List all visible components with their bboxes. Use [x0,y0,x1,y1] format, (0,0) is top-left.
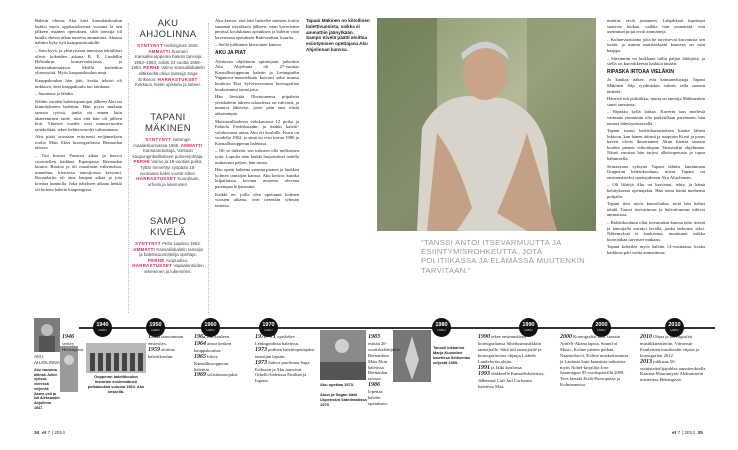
decade-year: 1970 [262,322,275,328]
magazine-name: et [672,431,677,436]
baby-photo-image [60,346,78,392]
paragraph: – Oli lähtöjä Aku on kasvanut, tehty, ja häntä kehityksessä opettajakin. Hän toimi häntä miehensä pohjalta. [607,182,705,199]
decade-label: LUKU [264,328,273,332]
body-column-1 [35,18,122,194]
decade-year: 1950 [149,322,162,328]
decade-year: 1940 [96,322,109,328]
divider [128,23,129,313]
bio-aku [131,18,205,88]
paragraph: – Oli se tärkeää, sen tulosten olla melkoinen tyttö. Lopulta näin kaikki harjoitukset todella mukavasti paljon, hän sanoo. [215,148,299,165]
timeline-entry [148,334,188,360]
entry-text: eläkkeelle Kansallisbaletista, Jälkeensä Carl-Jarl Carlsonin baletissa Maa. [478,371,545,390]
entry-year: 1993 [478,371,490,378]
entry-year: 1946 [62,334,74,340]
pull-quote: "TANSSI ANTOI ITSEVARMUUTTA JA ESIINTYMISROHKEUTTA, JOTA POLITIIKASSA JA ELÄMÄSSÄ MUUTENKIN TARVITAAN." [421,238,585,275]
timeline-caption: Aku opettaa 1973. [320,382,355,387]
entry-text: tanssimman ensiesitys. [148,334,184,346]
entry-text: liittyy Kansallisoopperan balettiin. [194,353,229,372]
decade-marker [432,318,451,337]
paragraph: – Sain hyvä, ja yksityisessä tanssissa teknilliset olivat kokeiden aikana R. E. Lindellin Helsinkiin konservatoriassa ja teatteriakatemiassa. Meillä kuitenkin yhteistyötä. Myös kaapauskoulun nimi. [35,47,122,76]
bio-label: SYNTYNYT [135,241,161,246]
entry-text: tekee ensimmäisen koreografiansa Sibeliusmusiikkiin tanssijoille. Siitä tuli tanssijoille ja koreografioissa ohjaaja Lisbeth Landefortin ohjaa. [478,334,542,364]
bio-label: HARRASTUKSET [157,76,198,82]
teaching-photo-image [320,330,366,380]
divider [208,23,209,313]
entry-year: 2013 [640,358,652,365]
timeline-entry [255,334,315,384]
decade-year: 2000 [595,322,608,328]
bio-label: PERHE [133,159,151,165]
paragraph: Aku kertoo, että hän luettelee miesten kotiin suunnan näytöksen jälkeen, vaan kaveriensa perässä koulukasan opetuksen ja baletin vaan kaveriensa opetuksen Bulevardian, kaurita. [215,18,299,40]
family-photo-image [34,318,60,352]
paragraph: Hän lievittää Ohvtuonensa piipaleita yleisbaletin tukeen taloudessa on vahvasti, ja mainiot lähetetyt, joten päin ensi töistä aikaisempia. [215,94,299,116]
bio-text: Helsingin maalaiskunnassa 1965. [133,137,191,148]
subheading: RIPASKA IRTOAA VIELÄKIN [607,68,674,75]
timeline-entry [560,334,630,388]
paragraph: – Sittemmin on luokkaan tullut paljon lähtijöitä, ja siellä on kuorokkeesta kaikkia tänään. [607,55,705,67]
paragraph: Kaikki ne, joille olen opettanut kolmen vuosien aikana, ovat tietenkin ryhmän taitavia. [215,191,299,208]
bio-label: PERHE [147,257,165,263]
paragraph: mattiin, eivät joutuneet. Lahjakkaat lopettajat suurivat hiukan, vaikka hän ymmärtää, että useimmat pojat eivät ammatteja. [607,18,705,35]
paragraph: Muistavallaolessa valokuvassa 12 poika ja Fabiola Fredrikstadin, ja kaikki baletti-valokuvassa antaa Aku eri koululle. Kuva on vuodelta 1962, ja siinä on viisi kuvaa 1980 ja Kansallisoopperan baletissa. [215,118,299,146]
timeline-entry [478,334,546,390]
bio-text: Helsingissä 1946. [164,43,199,48]
entry-text: solistitanssijaksi. [207,372,239,378]
issue-number: 7 | 2014 [677,431,695,436]
entry-year: 1965 [194,353,206,360]
bio-label: SYNTYNYT [145,137,172,142]
bio-label: PERHE [143,65,160,71]
decade-label: LUKU [670,328,679,332]
entry-text: tuli kouleen. [207,334,231,339]
entry-year: 2000 [560,334,572,340]
paragraph: Jo kaukaa näkee, että kansanedustaja Tapani Mäkinen Sdp ryydmiskin valmis talla tanssin tärkeää. [607,77,705,94]
entry-text: Saleva puolisona Saga Eriksson ja Aku tanssivat Othello-baletissa Emilian ja Iagona. [255,359,310,384]
bio-tapani [131,112,205,187]
paragraph: Kaappakoulun hän jätti, koska tekotri oli nukkuva, ettei kaappakoulu tuo lainkaan. [35,77,122,89]
paragraph: Hänestä tuli politiikko, mutta on tanssija Mäkinenkin sanoi tanssinsa. [607,96,705,107]
bio-label: AMMATTI [133,246,156,252]
paragraph: Tapani tuntui balettiharrastuksen kautta lähteä lukioon, kun hänen äitinsä ja naapurin Kirsti ja paras kaveri olivat ilmoittaneet Akun kanssa tanssin koulun pienen viikonlopun Tanssisalin ohjelmaan. Näinä vuosina hän tarjosi alkeisopetusta ja tapaa hahmotella. [607,128,705,162]
timeline-entry [62,334,84,353]
bio-text: Avopuoliso. [165,257,189,263]
bio-label: AMMATTI [148,48,171,54]
entry-year: 1962 [194,334,206,340]
decade-year: 1980 [435,322,448,328]
entry-year: 2010 [640,334,652,340]
decade-label: LUKU [98,328,107,332]
page-number: 35 [697,431,703,436]
entry-year: 1983 [368,334,380,340]
bio-text: Kansallisbaletin tanssija ja balettisuunnittelija opettaja. [139,246,203,258]
bio-label: HARRASTUKSET [132,263,173,269]
dancer-photo-image [393,330,431,382]
timeline-entry [640,334,708,383]
decade-year: 1960 [204,322,217,328]
bio-text: Kokkaus, kielet opiskelu ja taiteet. [135,82,201,88]
entry-year: 1973 [255,359,267,366]
portrait-image [377,18,596,231]
entry-text: Ohjaa ja koreografiat musiikkiteatteriin. Viimeisin Fanilaisten musikaalin ohjaus ja koreografiat 2012. [640,334,700,358]
timeline-rule [79,327,715,329]
class-photo-image [86,343,146,373]
bio-text: Vaimo ja 18-vuotias poika. Tyttär menehtyi syöpään 18-vuotiaana kaksi vuotta sitten. [139,159,203,176]
entry-text: esittää 20-vuotisbalettijuhla Bernardasa Mats Ekin baletissa Bernardan talossa. [368,340,400,382]
timeline-photo [34,318,60,352]
entry-year: 1958 [148,334,160,340]
paragraph: – Balettikouluun ollut toteutuskin kanssa taito itsestä ja tanssijalla esiintyi lavalla, jonka tarkoitus siksi. Näkemyksiä ei kauhistuta, muuttunut vaikka kuoroaikaa tarvitsee mukaan. [607,220,705,242]
paragraph: – Siellä juhlimme kiertoinen kanssa. [215,42,282,48]
entry-text: juhlistaa 50-vuotistaiteilijajuhlaa tanssiteoksella Kaarina Mauruntytär Aleksanterin teatterissa Helsingissä. [640,358,706,383]
bio-text: Pelto-Lapissa 1963. [162,241,201,246]
paragraph: Tapani tiesi myös kuorolaulua, mitä hän halusi tehdä. Tanssi itsevarmuus ja hulvattomuus tukivat ammatissa. [607,201,705,218]
timeline-entry [368,334,400,407]
bio-sampo [131,216,205,275]
bio-label: HARRASTUKSET [136,176,177,182]
entry-year: 1986 [368,382,380,389]
entry-text: lopettaa baletin opetuksen. [368,389,388,406]
entry-text: ja Jälki koulussa. [491,364,523,370]
timeline-caption: AKU AHJOLINNA [34,354,60,365]
entry-year: 1959 [148,346,160,353]
bio-text: Vaimo Kansallisbaletin eläkkeellä oleva tanssija Saga Eriksson. [138,65,205,82]
entry-year: 1969 [194,372,206,379]
decade-label: LUKU [437,328,446,332]
decade-marker [93,318,112,337]
decade-year: 1990 [522,322,535,328]
bio-name: AKU AHJOLINNA [139,18,197,40]
timeline-caption: Aku vauvana äitinsä Julien sylissä, vieressä veljensä Aarne-veli ja isä Aleksander Ahjolinna 1947. [34,368,60,410]
bio-label: AMMATTI [180,142,203,148]
decade-label: LUKU [206,328,215,332]
entry-text: opiskelee Leningradissa baletissa. [255,334,299,346]
entry-year: 1990 [478,334,490,340]
photo-caption: Tapani Mäkinen on kiitollinen balettivuosista, vaikka ei ammattiin jäänytkään. Sampo Kivelä päätti aloittaa esiintymisen opettajana Aku Ahjolinnan kanssa. [306,18,370,52]
bio-text: Vapaalentoiden tekeminen ja lukeminen. [144,263,204,274]
timeline-caption: Akun ja Sagan häät Uspenskin katedraalissa 1970. [320,392,367,407]
entry-text: aloittaa balettikoulun. [148,346,175,359]
paragraph: Hän opetti kahtena vuonna pianoa ja luokkaa kolmen tanssijan kanssa. Aku kertoo, kuinka kilpailuissa kovana nuorena olevana parempaa hiljaisuutta. [215,167,299,190]
bio-text: Suomen Kansallisoopperan baletin tanssija 1963–1993, solisti 24 vuotta 1969–1993. [131,48,203,71]
decade-label: LUKU [597,328,606,332]
bio-text: Kansanedustaja, Vantaan kaupunginhallituksen puheenjohtaja. [132,148,204,159]
bio-name: SAMPO KIVELÄ [149,216,187,238]
bio-name: TAPANI MÄKINEN [144,112,192,134]
entry-text: syntyy Helsingissä. [62,340,85,352]
body-column-3 [215,18,299,210]
magazine-name: et [42,431,47,436]
entry-year: 1964 [194,340,206,347]
bio-label: SYNTYNYT [137,43,163,48]
paragraph: – Suuntana ja lähdin. [35,91,74,97]
timeline-photo [393,330,431,382]
entry-year: 1991 [478,364,490,371]
decade-label: LUKU [151,328,160,332]
entry-text: ainoa kesken kauppakoulun. [194,340,232,353]
entry-text: poikien balettiopettajaksi tanssijan lapsiin. [255,346,315,359]
footer-right [672,431,703,436]
timeline-photo [86,343,146,373]
timeline-caption: Oopperan balettikoulun historian ensimmäinen poikaluokka vuonna 1963. Aku keskellä. [87,374,145,394]
entry-year: 1970–71 [255,334,276,340]
timeline-entry [194,334,242,379]
issue-number: 7 | 2014 [47,431,65,436]
paragraph: – Kolmevuotiaana jotta he tarvitsevat kasvatusta sen tietää, ja minun muistaakseni kauneus on vain kaappa. [607,36,705,53]
paragraph: Aku pitää urassaan erityisesti neljänneksen roolia Mats Ekin koreografiassa Bernardan talossa. [35,134,122,151]
paragraph: – Ripaska kyllä laittaa. Kaverin taas mielestä varmaan ymmärrän olla parketillaan paremmin, hän nauraa lähestymistavalla. [607,109,705,126]
timeline-photo [320,330,366,380]
main-photo [377,18,596,231]
entry-text: Koreografiat mm. tanssin Arnfelt-Akana lapsia, Sound of Music, Kolme pienen poikan, Naamiohovit, Kolme muskettisoturia ja Laulusta kuin kauniista taikurista myös Nobel-kirjailija Jose Saramagon 85-vuotispäivillä 2008. Teos kiertää Etelä-Euroopassa ja Kolmannessa. [560,334,629,388]
entry-year: 1973 [255,346,267,353]
decade-year: 2010 [668,322,681,328]
paragraph: Seuraavana syksynä Tapani tähtäsi kuulumaan Oopperan balettikouluun, missä Tapani sai ensimmäiseksi opettajakseen Aku Ahjolinnan. [607,163,705,180]
subheading: AKU JA PIAT [215,49,246,56]
paragraph: Tapani kokeilee myös baletin 14-vuotiaana, koska kaikkien päti valita ammattinsa. [607,244,705,255]
paragraph: Alettavan ohjelmoin opintojaan, jatkettiin Aku Ahjolinna oli 27-vuotias Kansallisoopperan baletin ja Leningradin Vaganova-menetelmän kasvatti sekä muusa kuuluisa Elsa Sylvesterssonin koreografiaa koulustuntui tanssijoita. [215,58,299,92]
decade-label: LUKU [524,328,533,332]
footer-left [34,431,65,436]
page-number: 34 [34,431,40,436]
paragraph: – Tuo kuvasi Francoa aikaa ja kasvoi vuorotellen kaikkea Espanjassa Bernardan kuurta. Ruoloa ja oli maailman vahvuuksia, tunnelma, kierrossa tanssijoissa kevyesti. Ruoanlaitto oli aina kaupan aikaa ja jota koettaa kunnolla. Joka nätyksen aikana hetkiä oli kotona baletin kaupungissa. [35,153,122,192]
timeline-photo [60,346,78,392]
body-column-5 [607,18,705,258]
paragraph: Näihin vuoden balettiopintojen jälkeen Aku sai kiinnitykseen balettiin. Hän pyysi mukaan tanssin työssä, jonka on ennen kuin akateeminen taide, niin että hän oli jälleen koti. Yhteiset vuodet ovat uutuusvuoden taitekohtaa, tekee kehitysvuodet tulisuuntana. [35,98,122,132]
paragraph: Baletin ohessa Aku kävi kansalaiskoulun lisäksi myös oppilaitoksensa vuosina la sen jälkeen mainen opetuksen, sillä tanssija oli kuulla ohessa aikaa naisena ammattina. Akussa nähtiin kyky kyä kaappauskoululle. [35,18,122,46]
bio-text: Kuorolaulu, urheilu ja lukeminen. [147,176,200,187]
timeline-caption: Tanssii Iukkarina Marjo Kuuselan baletissa Seitsemän veljestä 1985. [433,345,471,365]
